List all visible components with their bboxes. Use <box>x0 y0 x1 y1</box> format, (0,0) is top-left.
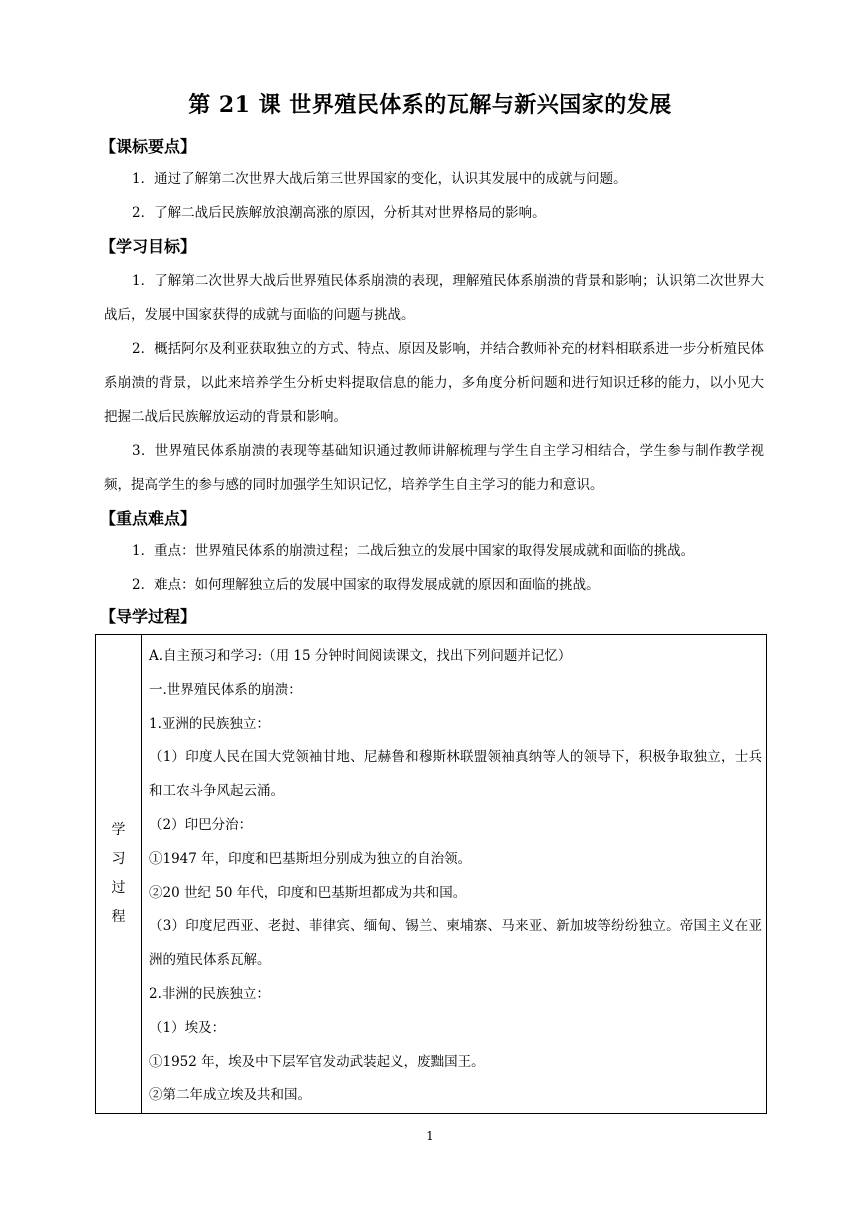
key-point-item: 2．难点：如何理解独立后的发展中国家的取得发展成就的原因和面临的挑战。 <box>132 577 600 593</box>
course-standard-item: 1．通过了解第二次世界大战后第三世界国家的变化，认识其发展中的成就与问题。 <box>132 171 627 187</box>
side-label-char: 学 <box>111 822 126 839</box>
content-line: ②20 世纪 50 年代，印度和巴基斯坦都成为共和国。 <box>149 884 467 901</box>
section-heading-course-standard: 【课标要点】 <box>100 137 197 156</box>
content-line: 1.亚洲的民族独立： <box>149 715 270 732</box>
content-line: A.自主预习和学习:（用 15 分钟时间阅读课文，找出下列问题并记忆） <box>149 648 572 664</box>
section-heading-key-points: 【重点难点】 <box>100 509 197 528</box>
content-line: ①1947 年，印度和巴基斯坦分别成为独立的自治领。 <box>149 850 472 867</box>
side-label-char: 程 <box>111 909 126 926</box>
content-line: （1）埃及： <box>149 1019 226 1036</box>
table-side-label <box>96 635 142 1114</box>
learning-goal-item: 1．了解第二次世界大战后世界殖民体系崩溃的表现，理解殖民体系崩溃的背景和影响；认识第二次世界大战后，发展中国家获得的成就与面临的问题与挑战。 <box>104 273 764 323</box>
content-line: （3）印度尼西亚、老挝、菲律宾、缅甸、锡兰、柬埔寨、马来亚、新加坡等纷纷独立。帝国主义在亚洲的殖民体系瓦解。 <box>149 918 762 969</box>
key-point-item: 1．重点：世界殖民体系的崩溃过程；二战后独立的发展中国家的取得发展成就和面临的挑战。 <box>132 543 695 559</box>
content-line: 2.非洲的民族独立： <box>149 985 270 1002</box>
page-number: 1 <box>426 1129 434 1143</box>
side-label-char: 过 <box>111 880 126 897</box>
content-line: （2）印巴分治： <box>149 816 253 833</box>
section-heading-guide-process: 【导学过程】 <box>100 607 197 626</box>
learning-goal-item: 3．世界殖民体系崩溃的表现等基础知识通过教师讲解梳理与学生自主学习相结合，学生参与制作教学视频，提高学生的参与感的同时加强学生知识记忆，培养学生自主学习的能力和意识。 <box>104 443 764 493</box>
content-line: ①1952 年，埃及中下层军官发动武装起义，废黜国王。 <box>149 1053 485 1070</box>
learning-goal-item: 2．概括阿尔及利亚获取独立的方式、特点、原因及影响，并结合教师补充的材料相联系进一步分析殖民体系崩溃的背景，以此来培养学生分析史料提取信息的能力，多角度分析问题和进行知识迁移的能力，以小见大把握二战后民族解放运动的背景和影响。 <box>104 341 764 425</box>
content-line: （1）印度人民在国大党领袖甘地、尼赫鲁和穆斯林联盟领袖真纳等人的领导下，积极争取独立，士兵和工农斗争风起云涌。 <box>149 749 762 800</box>
table-content-cell <box>142 635 767 1114</box>
side-label-char: 习 <box>111 851 126 868</box>
page-title: 第 21 课 世界殖民体系的瓦解与新兴国家的发展 <box>188 92 672 118</box>
course-standard-item: 2．了解二战后民族解放浪潮高涨的原因，分析其对世界格局的影响。 <box>132 205 546 221</box>
content-line: ②第二年成立埃及共和国。 <box>149 1087 311 1104</box>
guide-process-table <box>95 634 767 1114</box>
section-heading-learning-goals: 【学习目标】 <box>100 237 197 256</box>
content-line: 一.世界殖民体系的崩溃： <box>149 681 302 698</box>
